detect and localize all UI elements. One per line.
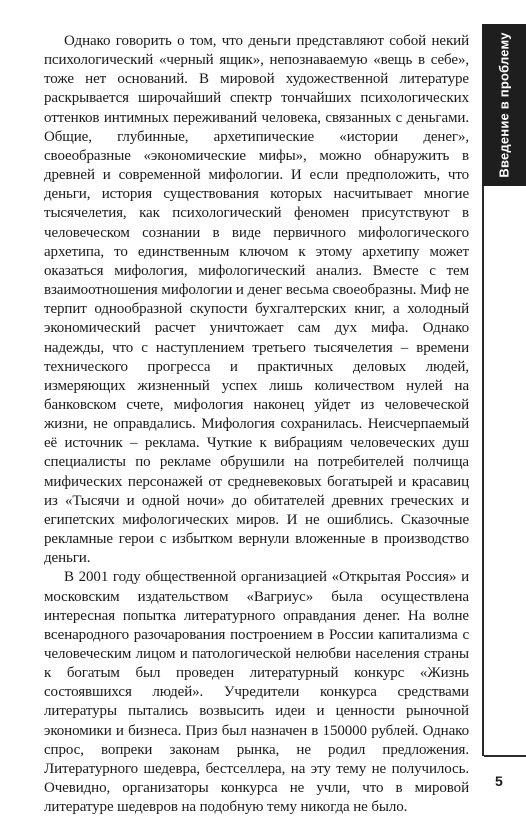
body-text (44, 32, 469, 817)
page-number: 5 (495, 773, 503, 789)
margin-rule (482, 186, 484, 756)
footer-rule (484, 755, 526, 757)
paragraph-1: Однако говорить о том, что деньги представляют собой некий психологический «черный ящик», непознаваемую «вещь в себе», тоже нет оснований. В мировой художественной литературе раскрывается широчайший спектр тончайших психологических оттенков интимных переживаний человека, связанных с деньгами. Общие, глубинные, архетипические «истории денег», своеобразные «экономические мифы», можно обнаружить в древней и современной мифологии. И если предположить, что деньги, история существования которых насчитывает многие тысячелетия, как психологический феномен присутствуют в человеческом сознании в виде первичного мифологического архетипа, то единственным ключом к этому архетипу может оказаться мифология, мифологический анализ. Вместе с тем взаимоотношения мифологии и денег весьма своеобразны. Миф не терпит однообразной скупости бухгалтерских книг, а холодный экономический расчет уничтожает сам дух мифа. Однако надежды, что с наступлением третьего тысячелетия – времени технического прогресса и практичных деловых людей, измеряющих жизненный успех лишь количеством нулей на банковском счете, мифология наконец уйдет из человеческой жизни, не оправдались. Мифология сохранилась. Неисчерпаемый её источник – реклама. Чуткие к вибрациям человеческих душ специалисты по рекламе обрушили на потребителей полчища мифических персонажей от средневековых богатырей и красавиц из «Тысячи и одной ночи» до обитателей древних греческих и египетских мифологических миров. И не ошиблись. Сказочные рекламные герои с избытком вернули вложенные в производство деньги. (44, 33, 469, 567)
paragraph-2: В 2001 году общественной организацией «Открытая Россия» и московским издательством «Вагриус» была осуществлена интересная попытка литературного оправдания денег. На волне всенародного разочарования построением в России капитализма с человеческим лицом и патологической нелюбви населения страны к богатым был проведен литературный конкурс «Жизнь состоявшихся людей». Учредители конкурса средствами литературы пытались возвысить идеи и ценности рыночной экономики и бизнеса. Приз был назначен в 150000 рублей. Однако спрос, вопреки законам рынка, не родил предложения. Литературного шедевра, бестселлера, на эту тему не получилось. Очевидно, организаторы конкурса не учли, что в мировой литературе шедевров на подобную тему никогда не было. (44, 569, 469, 816)
chapter-tab-label: Введение в проблему (496, 32, 512, 178)
